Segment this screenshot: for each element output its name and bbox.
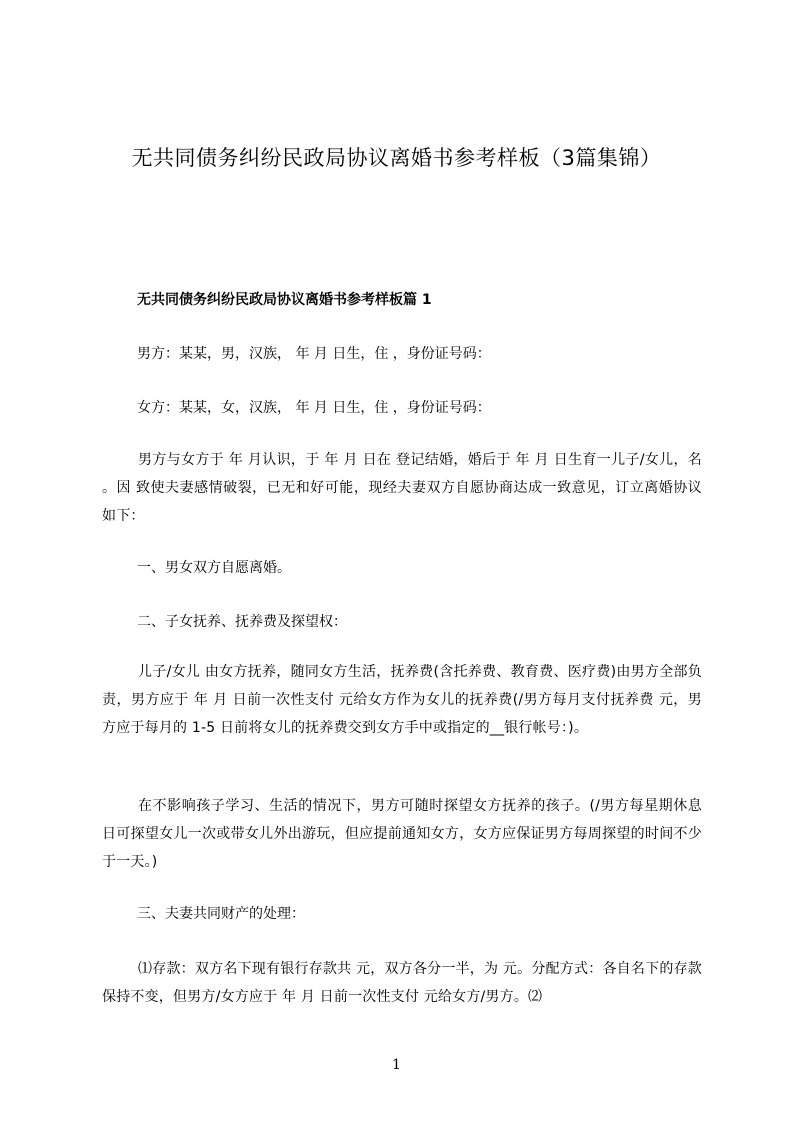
intro-paragraph: 男方与女方于 年 月认识，于 年 月 日在 登记结婚，婚后于 年 月 日生育一儿子/女儿，名 。因 致使夫妻感情破裂，已无和好可能，现经夫妻双方自愿协商达成一致意见，订立离婚协议如下： xyxy=(102,452,702,524)
clause-1: 一、男女双方自愿离婚。 xyxy=(137,560,291,576)
deposit-paragraph: ⑴存款：双方名下现有银行存款共 元，双方各分一半，为 元。分配方式：各自名下的存款保持不变，但男方/女方应于 年 月 日前一次性支付 元给女方/男方。⑵ xyxy=(102,961,702,1005)
section-heading: 无共同债务纠纷民政局协议离婚书参考样板篇 1 xyxy=(137,292,432,308)
male-party-line: 男方：某某，男，汉族， 年 月 日生，住 ，身份证号码： xyxy=(137,346,491,362)
clause-3: 三、夫妻共同财产的处理： xyxy=(137,906,305,922)
female-party-line: 女方：某某，女，汉族， 年 月 日生，住 ，身份证号码： xyxy=(137,400,491,416)
clause-2: 二、子女抚养、抚养费及探望权： xyxy=(137,614,347,630)
visitation-paragraph: 在不影响孩子学习、生活的情况下，男方可随时探望女方抚养的孩子。(/男方每星期休息日可探望女儿一次或带女儿外出游玩，但应提前通知女方，女方应保证男方每周探望的时间不少于一天。) xyxy=(102,798,702,870)
document-title: 无共同债务纠纷民政局协议离婚书参考样板（3篇集锦） xyxy=(131,146,662,170)
custody-paragraph: 儿子/女儿 由女方抚养，随同女方生活，抚养费(含托养费、教育费、医疗费)由男方全部负责，男方应于 年 月 日前一次性支付 元给女方作为女儿的抚养费(/男方每月支付抚养费 元，男方应于每月的 1-5 日前将女儿的抚养费交到女方手中或指定的__银行帐号：)。 xyxy=(102,664,702,736)
page-number: 1 xyxy=(392,1057,401,1073)
